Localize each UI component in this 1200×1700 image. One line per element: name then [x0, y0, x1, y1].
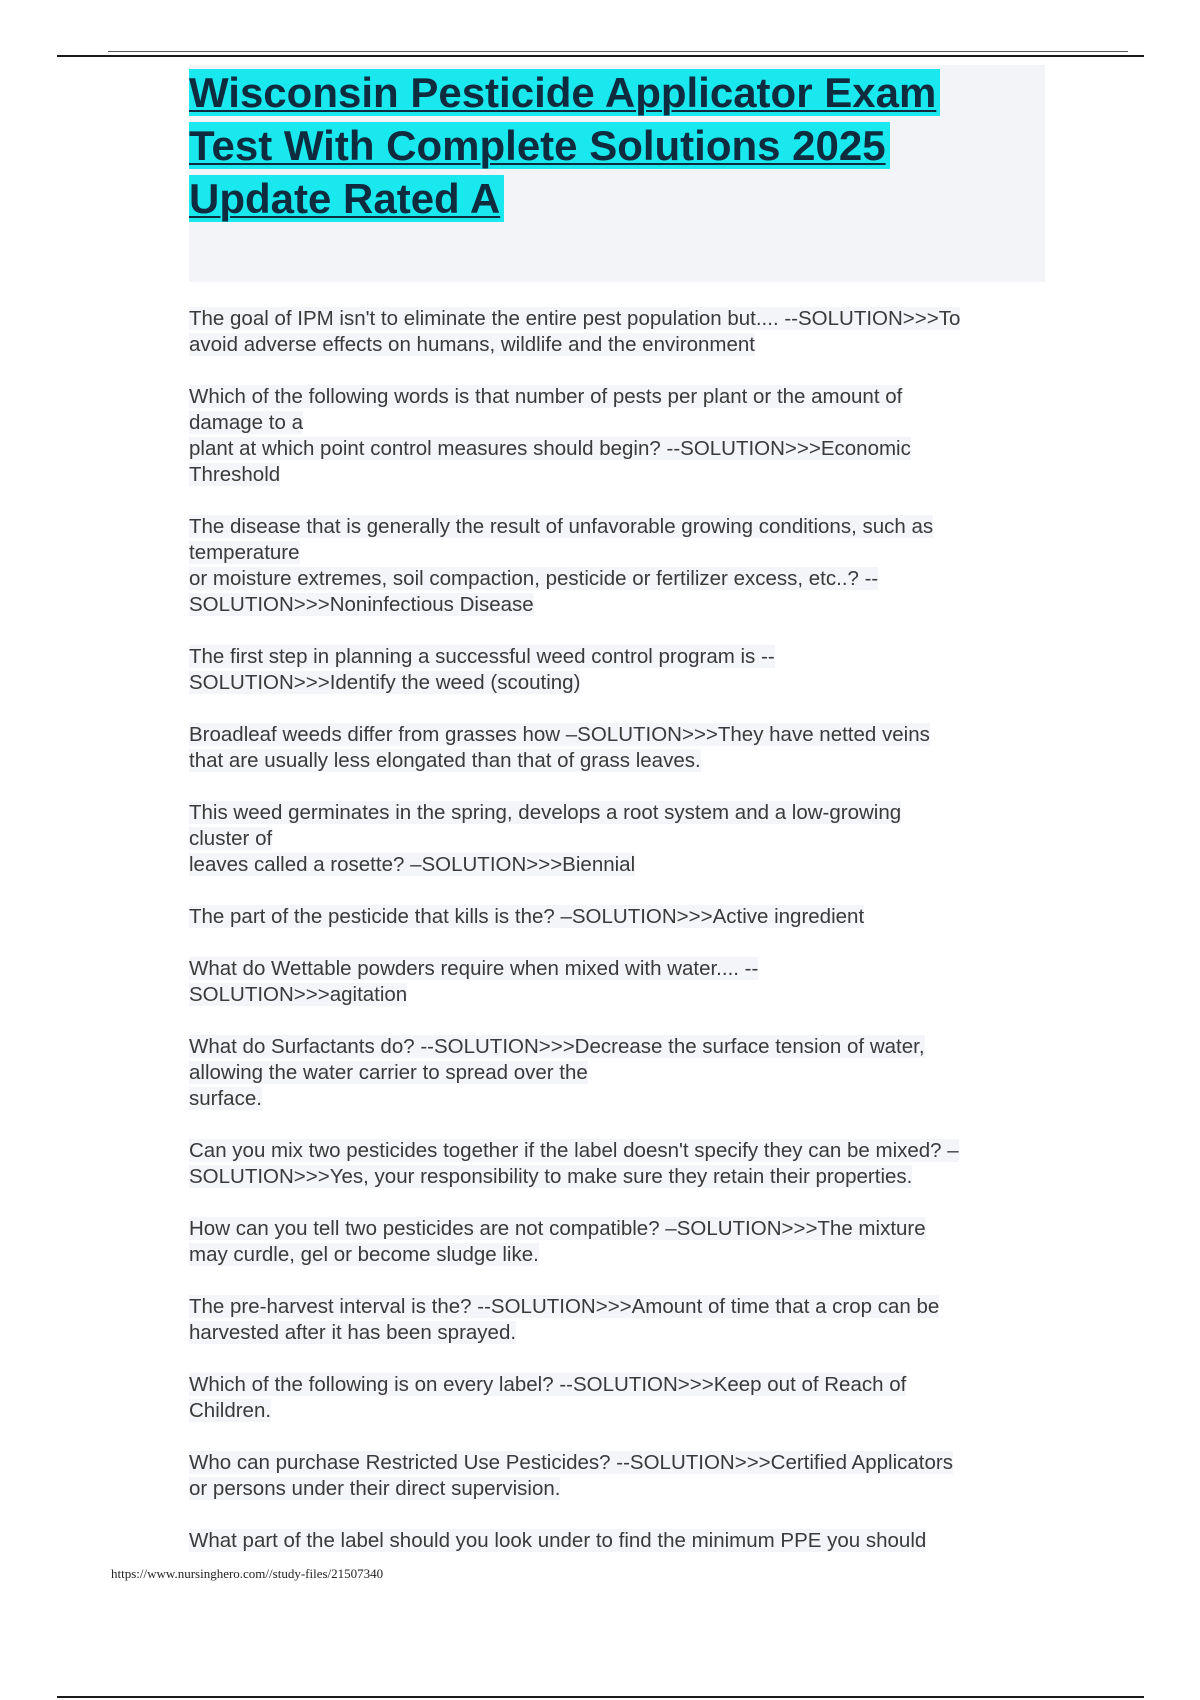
qa-item — [189, 1294, 1069, 1346]
qa-line-text: or moisture extremes, soil compaction, pesticide or fertilizer excess, etc..? -- — [189, 567, 879, 590]
qa-line-text: What part of the label should you look under to find the minimum PPE you should — [189, 1529, 927, 1552]
qa-list — [189, 306, 1069, 1580]
title-line-3: Update Rated A — [189, 175, 504, 222]
qa-line-text: harvested after it has been sprayed. — [189, 1321, 517, 1344]
qa-line-text: avoid adverse effects on humans, wildlife and the environment — [189, 333, 755, 356]
qa-line — [189, 384, 1069, 410]
qa-line-text: surface. — [189, 1087, 262, 1110]
qa-item — [189, 956, 1069, 1008]
qa-item — [189, 384, 1069, 488]
qa-item — [189, 306, 1069, 358]
top-rule — [57, 55, 1144, 57]
qa-line-text: The first step in planning a successful weed control program is -- — [189, 645, 775, 668]
qa-item — [189, 1528, 1069, 1554]
qa-line-text: Which of the following words is that number of pests per plant or the amount of — [189, 385, 903, 408]
qa-line — [189, 826, 1069, 852]
qa-line — [189, 1138, 1069, 1164]
qa-line — [189, 644, 1069, 670]
qa-line-text: Who can purchase Restricted Use Pesticides? --SOLUTION>>>Certified Applicators — [189, 1451, 953, 1474]
qa-line — [189, 306, 1069, 332]
qa-line-text: SOLUTION>>>Yes, your responsibility to make sure they retain their properties. — [189, 1165, 913, 1188]
qa-line — [189, 1528, 1069, 1554]
qa-item — [189, 904, 1069, 930]
qa-item — [189, 1450, 1069, 1502]
qa-line-text: allowing the water carrier to spread over the — [189, 1061, 588, 1084]
qa-line — [189, 722, 1069, 748]
qa-line — [189, 1398, 1069, 1424]
qa-item — [189, 514, 1069, 618]
qa-line-text: Which of the following is on every label? --SOLUTION>>>Keep out of Reach of — [189, 1373, 907, 1396]
qa-line — [189, 1216, 1069, 1242]
qa-line-text: cluster of — [189, 827, 273, 850]
qa-line — [189, 436, 1069, 462]
qa-line — [189, 410, 1069, 436]
qa-line — [189, 1372, 1069, 1398]
title-line-2: Test With Complete Solutions 2025 — [189, 122, 890, 169]
qa-line-text: that are usually less elongated than that of grass leaves. — [189, 749, 701, 772]
qa-line-text: How can you tell two pesticides are not compatible? –SOLUTION>>>The mixture — [189, 1217, 926, 1240]
qa-line — [189, 852, 1069, 878]
qa-line-text: or persons under their direct supervision. — [189, 1477, 561, 1500]
qa-line-text: What do Wettable powders require when mixed with water.... -- — [189, 957, 759, 980]
qa-line-text: damage to a — [189, 411, 303, 434]
qa-item — [189, 722, 1069, 774]
qa-line — [189, 540, 1069, 566]
qa-line-text: Broadleaf weeds differ from grasses how –SOLUTION>>>They have netted veins — [189, 723, 930, 746]
qa-line-text: This weed germinates in the spring, develops a root system and a low-growing — [189, 801, 902, 824]
qa-line-text: SOLUTION>>>Noninfectious Disease — [189, 593, 534, 616]
qa-item — [189, 1372, 1069, 1424]
qa-item — [189, 800, 1069, 878]
qa-line — [189, 1320, 1069, 1346]
document-title — [189, 66, 1049, 225]
qa-line-text: SOLUTION>>>Identify the weed (scouting) — [189, 671, 581, 694]
qa-line — [189, 800, 1069, 826]
qa-line — [189, 1476, 1069, 1502]
qa-line — [189, 982, 1069, 1008]
qa-line — [189, 904, 1069, 930]
qa-line — [189, 1060, 1069, 1086]
qa-line-text: Threshold — [189, 463, 281, 486]
qa-line — [189, 1034, 1069, 1060]
qa-line — [189, 462, 1069, 488]
top-rule-thin — [108, 51, 1128, 52]
qa-line-text: SOLUTION>>>agitation — [189, 983, 408, 1006]
qa-line-text: Can you mix two pesticides together if the label doesn't specify they can be mixed? – — [189, 1139, 959, 1162]
bottom-rule — [57, 1696, 1144, 1698]
qa-line-text: The disease that is generally the result of unfavorable growing conditions, such as — [189, 515, 934, 538]
qa-line-text: leaves called a rosette? –SOLUTION>>>Biennial — [189, 853, 636, 876]
qa-line — [189, 1086, 1069, 1112]
qa-line-text: temperature — [189, 541, 300, 564]
qa-line — [189, 566, 1069, 592]
qa-line-text: The goal of IPM isn't to eliminate the entire pest population but.... --SOLUTION>>>To — [189, 307, 961, 330]
qa-line-text: The part of the pesticide that kills is the? –SOLUTION>>>Active ingredient — [189, 905, 865, 928]
qa-line-text: plant at which point control measures should begin? --SOLUTION>>>Economic — [189, 437, 911, 460]
qa-line-text: The pre-harvest interval is the? --SOLUTION>>>Amount of time that a crop can be — [189, 1295, 940, 1318]
qa-item — [189, 1216, 1069, 1268]
qa-item — [189, 644, 1069, 696]
qa-line — [189, 1294, 1069, 1320]
title-line-1: Wisconsin Pesticide Applicator Exam — [189, 69, 940, 116]
qa-line-text: may curdle, gel or become sludge like. — [189, 1243, 539, 1266]
qa-line — [189, 592, 1069, 618]
footer-url: https://www.nursinghero.com//study-files/21507340 — [111, 1566, 384, 1581]
qa-line — [189, 748, 1069, 774]
qa-item — [189, 1034, 1069, 1112]
qa-line-text: Children. — [189, 1399, 272, 1422]
qa-line — [189, 514, 1069, 540]
qa-line — [189, 670, 1069, 696]
qa-line — [189, 956, 1069, 982]
qa-line — [189, 332, 1069, 358]
qa-line — [189, 1242, 1069, 1268]
qa-line — [189, 1450, 1069, 1476]
qa-item — [189, 1138, 1069, 1190]
qa-line — [189, 1164, 1069, 1190]
qa-line-text: What do Surfactants do? --SOLUTION>>>Decrease the surface tension of water, — [189, 1035, 925, 1058]
